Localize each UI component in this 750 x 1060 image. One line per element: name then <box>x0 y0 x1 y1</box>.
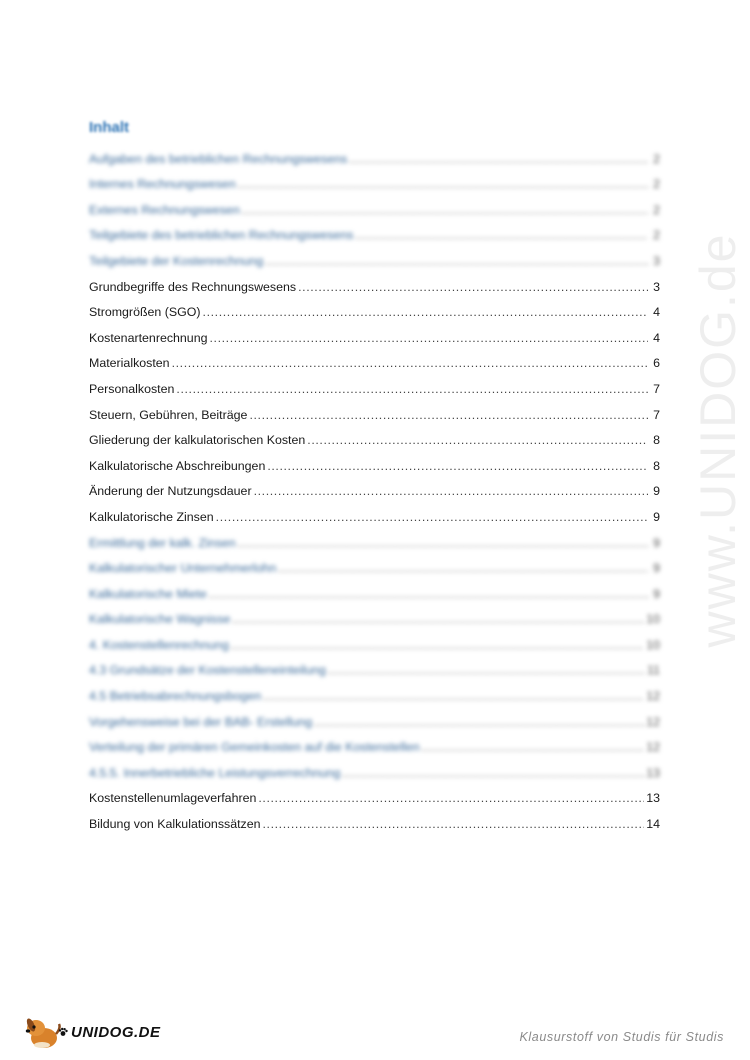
toc-entry-title: Personalkosten <box>89 381 175 396</box>
toc-entry-title: Kalkulatorische Miete <box>89 586 207 601</box>
toc-entry-page-number: 9 <box>653 535 660 550</box>
paw-icon <box>58 1027 68 1037</box>
toc-dot-leader <box>238 177 648 191</box>
toc-entry-page-number: 7 <box>653 407 660 422</box>
toc-entry-title: Bildung von Kalkulationssätzen <box>89 817 261 832</box>
toc-entry-title: Vorgehensweise bei der BAB- Erstellung <box>89 714 313 729</box>
toc-dot-leader <box>314 715 644 729</box>
toc-entry-title: Externes Rechnungswesen <box>89 202 240 217</box>
toc-entry-page-number: 4 <box>653 330 660 345</box>
toc-entry-title: Gliederung der kalkulatorischen Kosten <box>89 433 306 448</box>
footer-slogan: Klausurstoff von Studis für Studis <box>519 1030 724 1044</box>
toc-entry-title: 4. Kostenstellenrechnung <box>89 637 229 652</box>
dog-mascot-icon <box>22 1012 62 1052</box>
toc-entry-page-number: 3 <box>653 253 660 268</box>
toc-entry[interactable] <box>89 703 660 729</box>
toc-entry-title: Kalkulatorischer Unternehmerlohn <box>89 561 277 576</box>
toc-entry[interactable] <box>89 780 660 806</box>
toc-dot-leader <box>349 152 648 166</box>
toc-dot-leader <box>265 254 648 268</box>
watermark: www.UNIDOG.de <box>690 232 746 648</box>
toc-dot-leader <box>231 638 644 652</box>
toc-entry-page-number: 11 <box>647 663 660 678</box>
toc-entry-page-number: 2 <box>653 202 660 217</box>
toc-entry-page-number: 2 <box>653 177 660 192</box>
toc-heading: Inhalt <box>89 119 129 136</box>
toc-entry-page-number: 6 <box>653 356 660 371</box>
toc-entry[interactable] <box>89 242 660 268</box>
toc-entry-page-number: 14 <box>646 817 660 832</box>
toc-entry-title: Kalkulatorische Zinsen <box>89 509 214 524</box>
toc-entry-title: Änderung der Nutzungsdauer <box>89 484 252 499</box>
toc-entry-page-number: 9 <box>653 586 660 601</box>
toc-entry-page-number: 12 <box>646 689 660 704</box>
toc-dot-leader <box>356 228 648 242</box>
toc-entry[interactable] <box>89 217 660 243</box>
toc-entry-title: Kostenartenrechnung <box>89 330 208 345</box>
toc-entry-title: Internes Rechnungswesen <box>89 177 236 192</box>
toc-dot-leader <box>203 305 648 319</box>
toc-entry-page-number: 9 <box>653 561 660 576</box>
toc-entry-title: Ermittlung der kalk. Zinsen <box>89 535 236 550</box>
toc-entry-title: Teilgebiete der Kostenrechnung <box>89 253 264 268</box>
toc-entry[interactable] <box>89 652 660 678</box>
toc-entry[interactable] <box>89 626 660 652</box>
toc-dot-leader <box>263 817 645 831</box>
toc-entry[interactable] <box>89 677 660 703</box>
toc-entry-title: 4.5.5. Innerbetriebliche Leistungsverrechnung <box>89 765 341 780</box>
toc-entry-page-number: 10 <box>646 637 660 652</box>
toc-entry-title: Teilgebiete des betrieblichen Rechnungswesens <box>89 228 354 243</box>
toc-entry-page-number: 2 <box>653 228 660 243</box>
toc-dot-leader <box>258 791 644 805</box>
toc-entry-title: Steuern, Gebühren, Beiträge <box>89 407 248 422</box>
toc-entry-title: Kostenstellenumlageverfahren <box>89 791 257 806</box>
toc-entry-title: Kalkulatorische Abschreibungen <box>89 458 266 473</box>
toc-entry-page-number: 3 <box>653 279 660 294</box>
toc-entry[interactable] <box>89 601 660 627</box>
toc-entry-page-number: 2 <box>653 151 660 166</box>
toc-dot-leader <box>242 203 648 217</box>
toc-entry-title: Materialkosten <box>89 356 170 371</box>
toc-entry[interactable] <box>89 294 660 320</box>
toc-entry-page-number: 9 <box>653 484 660 499</box>
toc-entry-page-number: 8 <box>653 458 660 473</box>
toc-entry-title: Verteilung der primären Gemeinkosten auf die Kostenstellen <box>89 740 420 755</box>
toc-entry-page-number: 8 <box>653 433 660 448</box>
toc-dot-leader <box>328 663 645 677</box>
toc-dot-leader <box>278 561 648 575</box>
toc-entry[interactable] <box>89 140 660 166</box>
toc-entry[interactable] <box>89 754 660 780</box>
toc-entry-page-number: 13 <box>646 765 660 780</box>
toc-dot-leader <box>422 740 645 754</box>
toc-entry-page-number: 12 <box>646 740 660 755</box>
toc-dot-leader <box>298 280 648 294</box>
toc-entry-page-number: 4 <box>653 305 660 320</box>
toc-entry-page-number: 12 <box>646 714 660 729</box>
toc-entry-title: Grundbegriffe des Rechnungswesens <box>89 279 297 294</box>
toc-dot-leader <box>232 612 644 626</box>
toc-entry-title: Stromgrößen (SGO) <box>89 305 201 320</box>
toc-entry-page-number: 13 <box>646 791 660 806</box>
toc-entry[interactable] <box>89 191 660 217</box>
toc-entry[interactable] <box>89 166 660 192</box>
toc-entry-title: 4.3 Grundsätze der Kostenstelleneinteilung <box>89 663 326 678</box>
toc-entry-page-number: 9 <box>653 509 660 524</box>
toc-entry-page-number: 10 <box>646 612 660 627</box>
toc-entry-title: Aufgaben des betrieblichen Rechnungswesens <box>89 151 348 166</box>
toc-dot-leader <box>342 766 644 780</box>
toc-dot-leader <box>263 689 644 703</box>
toc-entry-page-number: 7 <box>653 381 660 396</box>
toc-entry[interactable] <box>89 805 660 831</box>
toc-entry-title: 4.5 Betriebsabrechnungsbogen <box>89 689 262 704</box>
footer-logo <box>22 1012 192 1052</box>
toc-entry[interactable] <box>89 268 660 294</box>
toc-entry[interactable] <box>89 575 660 601</box>
toc-dot-leader <box>209 587 648 601</box>
toc-entry[interactable] <box>89 729 660 755</box>
toc-entry-title: Kalkulatorische Wagnisse <box>89 612 231 627</box>
logo-text: UNIDOG.DE <box>71 1023 161 1041</box>
